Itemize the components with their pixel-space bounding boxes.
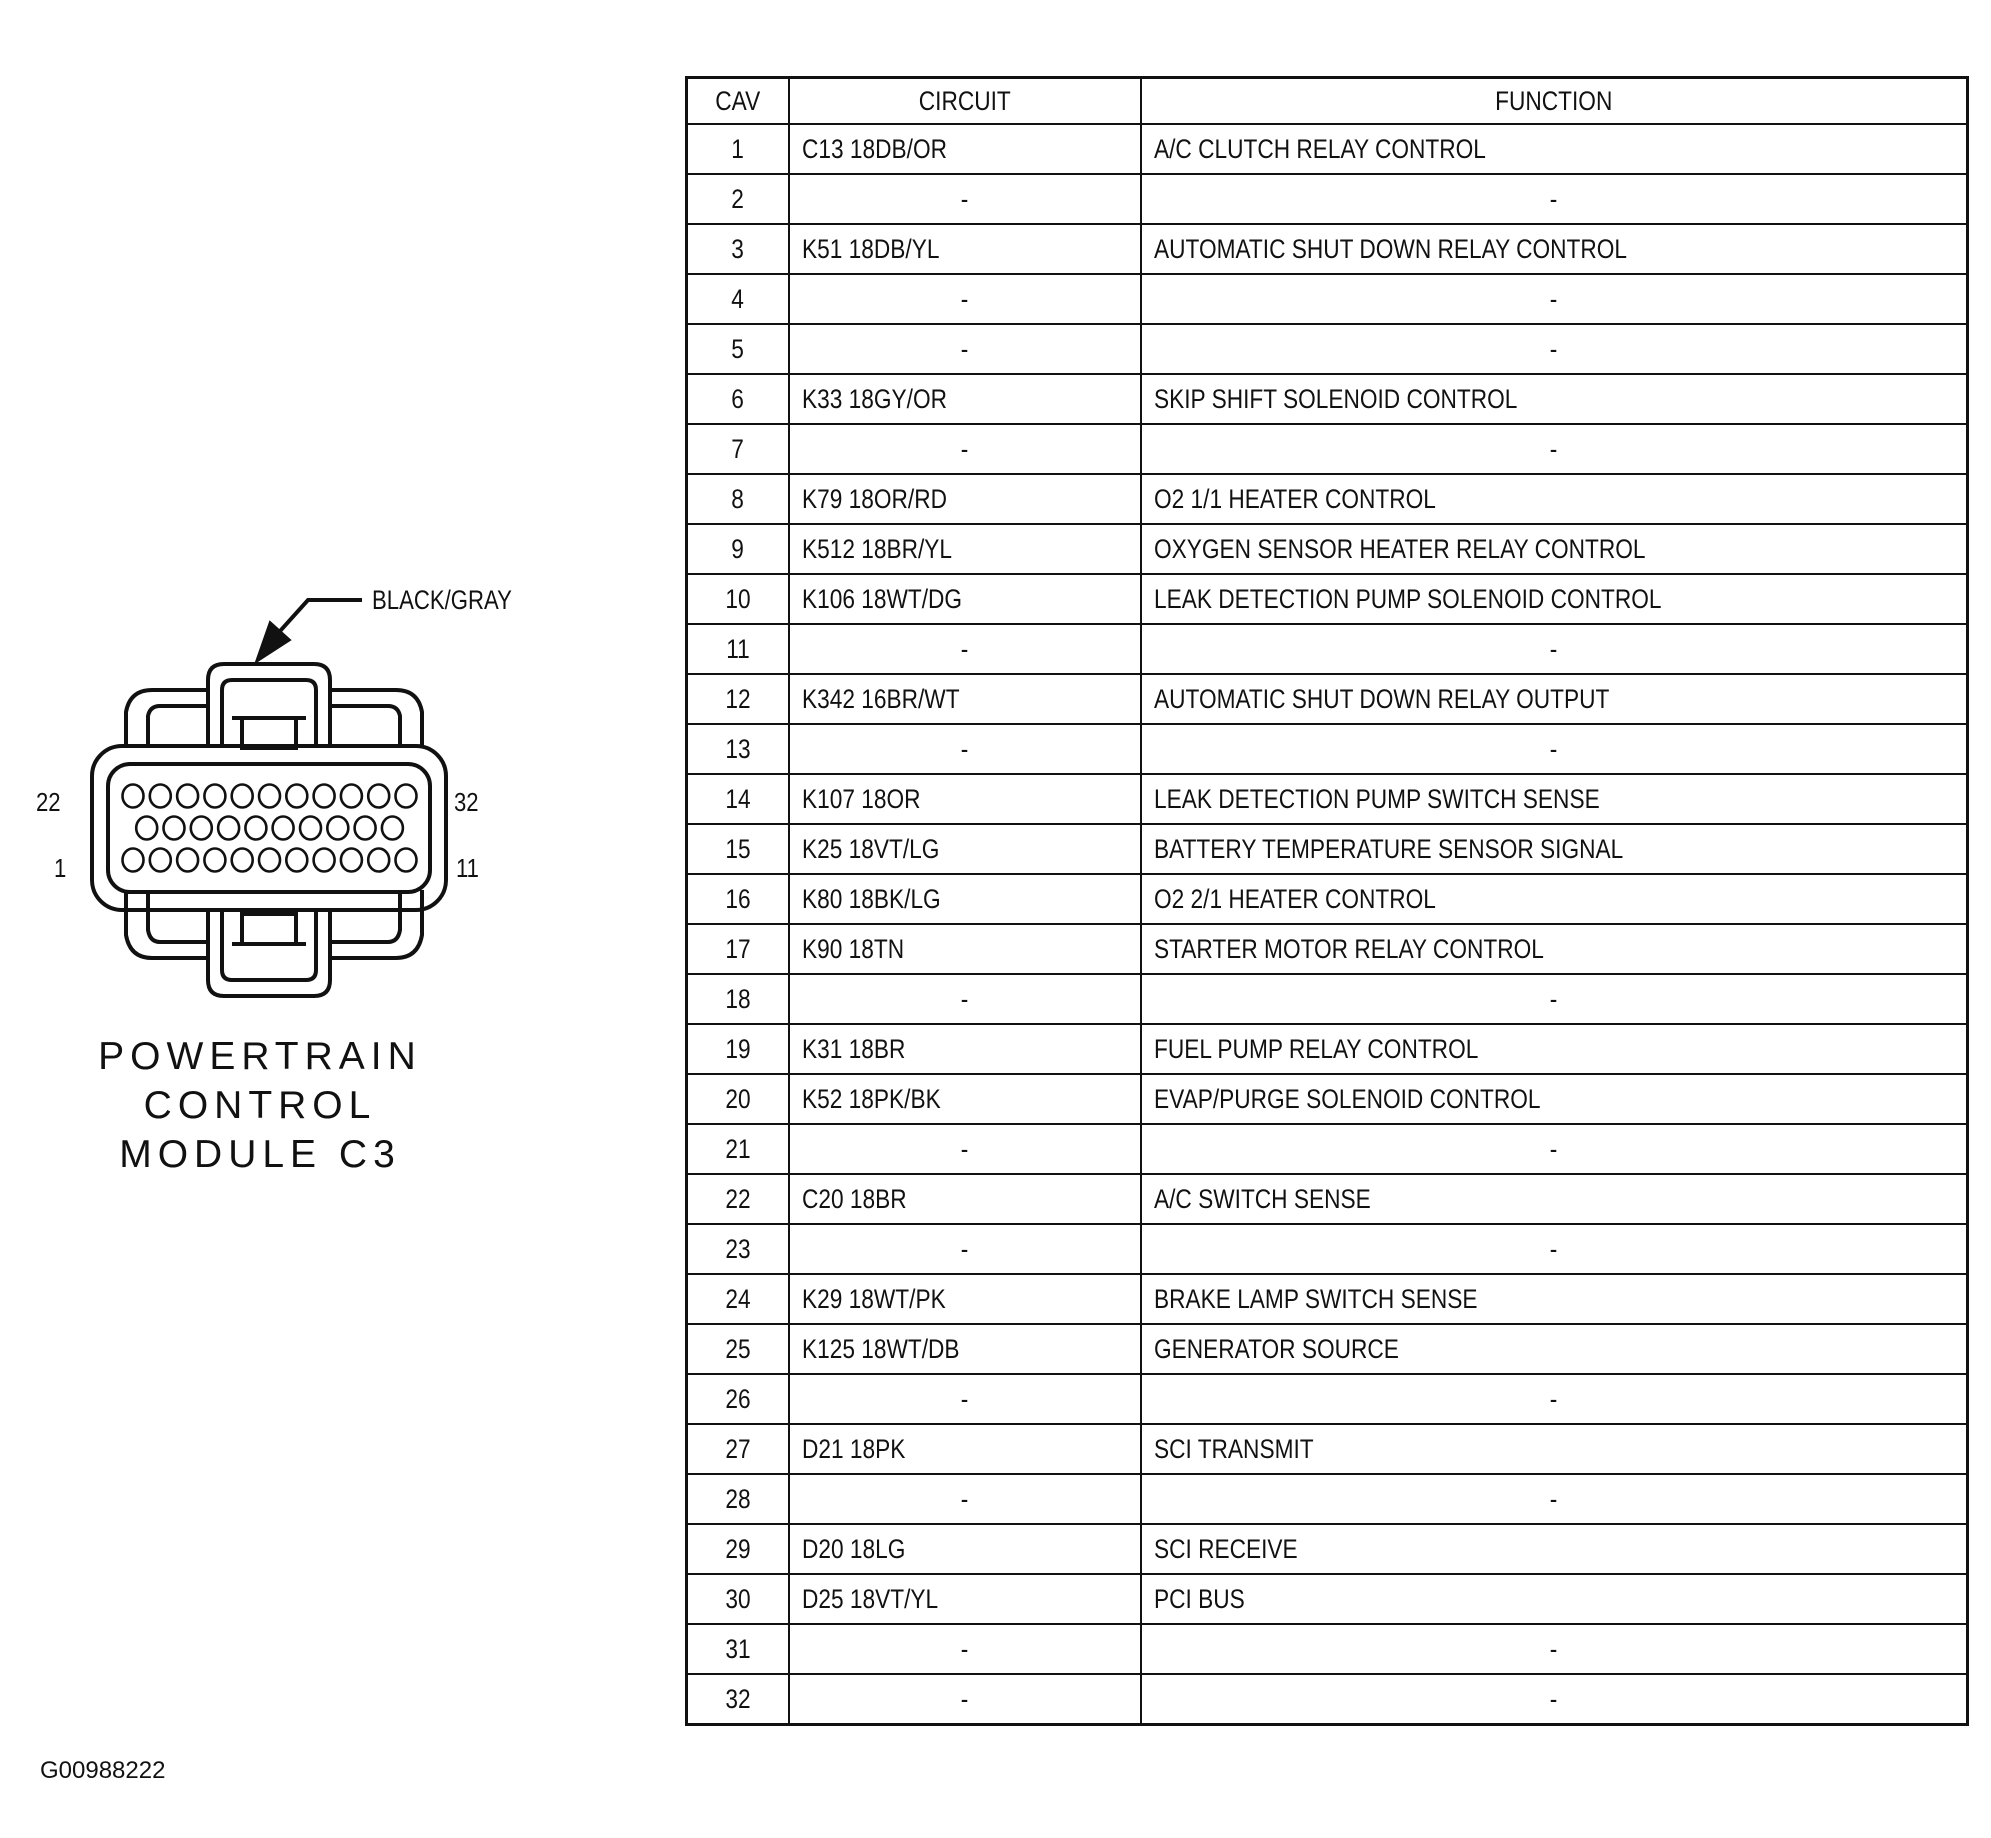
header-function: FUNCTION [1141,78,1968,125]
cav-cell: 19 [687,1024,789,1074]
cav-cell: 14 [687,774,789,824]
table-row [687,1324,1968,1374]
cav-cell: 26 [687,1374,789,1424]
cav-cell: 17 [687,924,789,974]
function-cell: LEAK DETECTION PUMP SWITCH SENSE [1141,774,1968,824]
pin-cavity [245,817,266,840]
function-cell: STARTER MOTOR RELAY CONTROL [1141,924,1968,974]
header-cav: CAV [687,78,789,125]
table-row [687,1374,1968,1424]
module-title-line-1: POWERTRAIN [98,1035,422,1078]
function-cell: A/C CLUTCH RELAY CONTROL [1141,124,1968,174]
cav-cell: 2 [687,174,789,224]
cav-cell: 28 [687,1474,789,1524]
cav-cell: 23 [687,1224,789,1274]
pin-cavity [177,849,198,872]
function-cell: SCI RECEIVE [1141,1524,1968,1574]
circuit-cell: K33 18GY/OR [789,374,1141,424]
pin-cavity [259,849,280,872]
pin-cavity [341,785,362,808]
pin-cavity [273,817,294,840]
circuit-cell: K125 18WT/DB [789,1324,1141,1374]
circuit-cell: K106 18WT/DG [789,574,1141,624]
circuit-cell: - [789,1374,1141,1424]
function-cell: GENERATOR SOURCE [1141,1324,1968,1374]
cavity-number-bottom-left: 1 [54,853,67,883]
circuit-cell: K107 18OR [789,774,1141,824]
cav-cell: 32 [687,1674,789,1725]
circuit-cell: K342 16BR/WT [789,674,1141,724]
cavity-number-top-left: 22 [36,787,61,817]
pin-cavity [300,817,321,840]
table-row [687,624,1968,674]
table-row [687,724,1968,774]
pin-cavity [218,817,239,840]
pin-cavity [368,849,389,872]
pinout-table-body [687,124,1968,1725]
table-row [687,424,1968,474]
function-cell: EVAP/PURGE SOLENOID CONTROL [1141,1074,1968,1124]
pin-cavity [396,849,417,872]
pin-cavity [204,849,225,872]
function-cell: - [1141,1674,1968,1725]
connector-body-outer [92,746,446,910]
pin-cavity [259,785,280,808]
pin-cavity [355,817,376,840]
table-row [687,824,1968,874]
circuit-cell: D25 18VT/YL [789,1574,1141,1624]
bottom-latch-tab [242,914,296,944]
cav-cell: 21 [687,1124,789,1174]
circuit-cell: - [789,1674,1141,1725]
module-title-line-2: CONTROL [143,1084,377,1127]
table-row [687,1424,1968,1474]
circuit-cell: D20 18LG [789,1524,1141,1574]
cav-cell: 13 [687,724,789,774]
circuit-cell: - [789,174,1141,224]
table-row [687,1474,1968,1524]
function-cell: - [1141,424,1968,474]
pin-cavity [368,785,389,808]
cav-cell: 8 [687,474,789,524]
top-latch-inner [222,680,316,745]
table-row [687,874,1968,924]
circuit-cell: - [789,1624,1141,1674]
circuit-cell: K512 18BR/YL [789,524,1141,574]
circuit-cell: K29 18WT/PK [789,1274,1141,1324]
pin-cavity [150,785,171,808]
circuit-cell: C13 18DB/OR [789,124,1141,174]
pin-cavity [177,785,198,808]
circuit-cell: - [789,1124,1141,1174]
table-row [687,1174,1968,1224]
table-row [687,474,1968,524]
pin-cavity [327,817,348,840]
circuit-cell: - [789,1474,1141,1524]
cav-cell: 24 [687,1274,789,1324]
cav-cell: 25 [687,1324,789,1374]
function-cell: - [1141,1624,1968,1674]
cav-cell: 20 [687,1074,789,1124]
circuit-cell: K90 18TN [789,924,1141,974]
table-row [687,374,1968,424]
table-row [687,674,1968,724]
circuit-cell: K51 18DB/YL [789,224,1141,274]
function-cell: OXYGEN SENSOR HEATER RELAY CONTROL [1141,524,1968,574]
pin-cavity [314,849,335,872]
pin-cavity [314,785,335,808]
function-cell: - [1141,1374,1968,1424]
function-cell: - [1141,324,1968,374]
circuit-cell: - [789,274,1141,324]
pin-cavity [232,849,253,872]
cav-cell: 5 [687,324,789,374]
table-row [687,974,1968,1024]
table-row [687,774,1968,824]
table-row [687,274,1968,324]
pin-cavity [341,849,362,872]
cav-cell: 18 [687,974,789,1024]
circuit-cell: - [789,974,1141,1024]
cav-cell: 6 [687,374,789,424]
pin-cavity [396,785,417,808]
function-cell: SCI TRANSMIT [1141,1424,1968,1474]
connector-diagram [0,0,640,1200]
pin-cavity [286,785,307,808]
cav-cell: 1 [687,124,789,174]
pin-cavity [204,785,225,808]
color-label-leader-line [272,600,362,640]
cav-cell: 3 [687,224,789,274]
cav-cell: 4 [687,274,789,324]
function-cell: BATTERY TEMPERATURE SENSOR SIGNAL [1141,824,1968,874]
cav-cell: 29 [687,1524,789,1574]
table-row [687,224,1968,274]
function-cell: AUTOMATIC SHUT DOWN RELAY CONTROL [1141,224,1968,274]
pin-cavity [136,817,157,840]
header-circuit: CIRCUIT [789,78,1141,125]
cav-cell: 16 [687,874,789,924]
cav-cell: 27 [687,1424,789,1474]
pin-cavity [123,785,144,808]
top-latch-tab [242,718,296,748]
module-title-line-3: MODULE C3 [119,1133,401,1176]
function-cell: FUEL PUMP RELAY CONTROL [1141,1024,1968,1074]
top-latch [208,664,330,745]
table-row [687,1074,1968,1124]
circuit-cell: K31 18BR [789,1024,1141,1074]
table-row [687,924,1968,974]
function-cell: AUTOMATIC SHUT DOWN RELAY OUTPUT [1141,674,1968,724]
pin-cavity-grid [123,785,417,872]
cav-cell: 22 [687,1174,789,1224]
cav-cell: 15 [687,824,789,874]
cavity-number-top-right: 32 [454,787,479,817]
connector-color-label: BLACK/GRAY [372,585,512,615]
circuit-cell: K52 18PK/BK [789,1074,1141,1124]
cav-cell: 9 [687,524,789,574]
module-title [80,1032,440,1179]
table-header-row [687,78,1968,125]
function-cell: O2 2/1 HEATER CONTROL [1141,874,1968,924]
function-cell: - [1141,974,1968,1024]
table-row [687,174,1968,224]
function-cell: - [1141,1224,1968,1274]
cav-cell: 7 [687,424,789,474]
table-row [687,124,1968,174]
table-row [687,1674,1968,1725]
pin-cavity [286,849,307,872]
cav-cell: 31 [687,1624,789,1674]
circuit-cell: - [789,1224,1141,1274]
function-cell: PCI BUS [1141,1574,1968,1624]
table-row [687,1574,1968,1624]
table-row [687,1124,1968,1174]
bottom-latch [208,910,330,996]
cavity-number-bottom-right: 11 [456,853,479,883]
pin-cavity [164,817,185,840]
pin-cavity [191,817,212,840]
pin-cavity [382,817,403,840]
function-cell: - [1141,174,1968,224]
function-cell: - [1141,624,1968,674]
pin-cavity [150,849,171,872]
circuit-cell: D21 18PK [789,1424,1141,1474]
table-row [687,1224,1968,1274]
circuit-cell: K80 18BK/LG [789,874,1141,924]
circuit-cell: - [789,424,1141,474]
function-cell: - [1141,1474,1968,1524]
table-row [687,1274,1968,1324]
pinout-table [685,76,1969,1726]
table-row [687,524,1968,574]
table-row [687,1624,1968,1674]
cav-cell: 10 [687,574,789,624]
cav-cell: 12 [687,674,789,724]
function-cell: - [1141,724,1968,774]
function-cell: LEAK DETECTION PUMP SOLENOID CONTROL [1141,574,1968,624]
table-row [687,1524,1968,1574]
table-row [687,324,1968,374]
table-row [687,1024,1968,1074]
function-cell: - [1141,1124,1968,1174]
function-cell: BRAKE LAMP SWITCH SENSE [1141,1274,1968,1324]
cav-cell: 30 [687,1574,789,1624]
circuit-cell: - [789,624,1141,674]
circuit-cell: - [789,324,1141,374]
circuit-cell: C20 18BR [789,1174,1141,1224]
pin-cavity [123,849,144,872]
circuit-cell: - [789,724,1141,774]
table-row [687,574,1968,624]
cav-cell: 11 [687,624,789,674]
circuit-cell: K79 18OR/RD [789,474,1141,524]
figure-id: G00988222 [40,1757,166,1784]
circuit-cell: K25 18VT/LG [789,824,1141,874]
function-cell: O2 1/1 HEATER CONTROL [1141,474,1968,524]
function-cell: - [1141,274,1968,324]
pin-cavity [232,785,253,808]
function-cell: A/C SWITCH SENSE [1141,1174,1968,1224]
function-cell: SKIP SHIFT SOLENOID CONTROL [1141,374,1968,424]
